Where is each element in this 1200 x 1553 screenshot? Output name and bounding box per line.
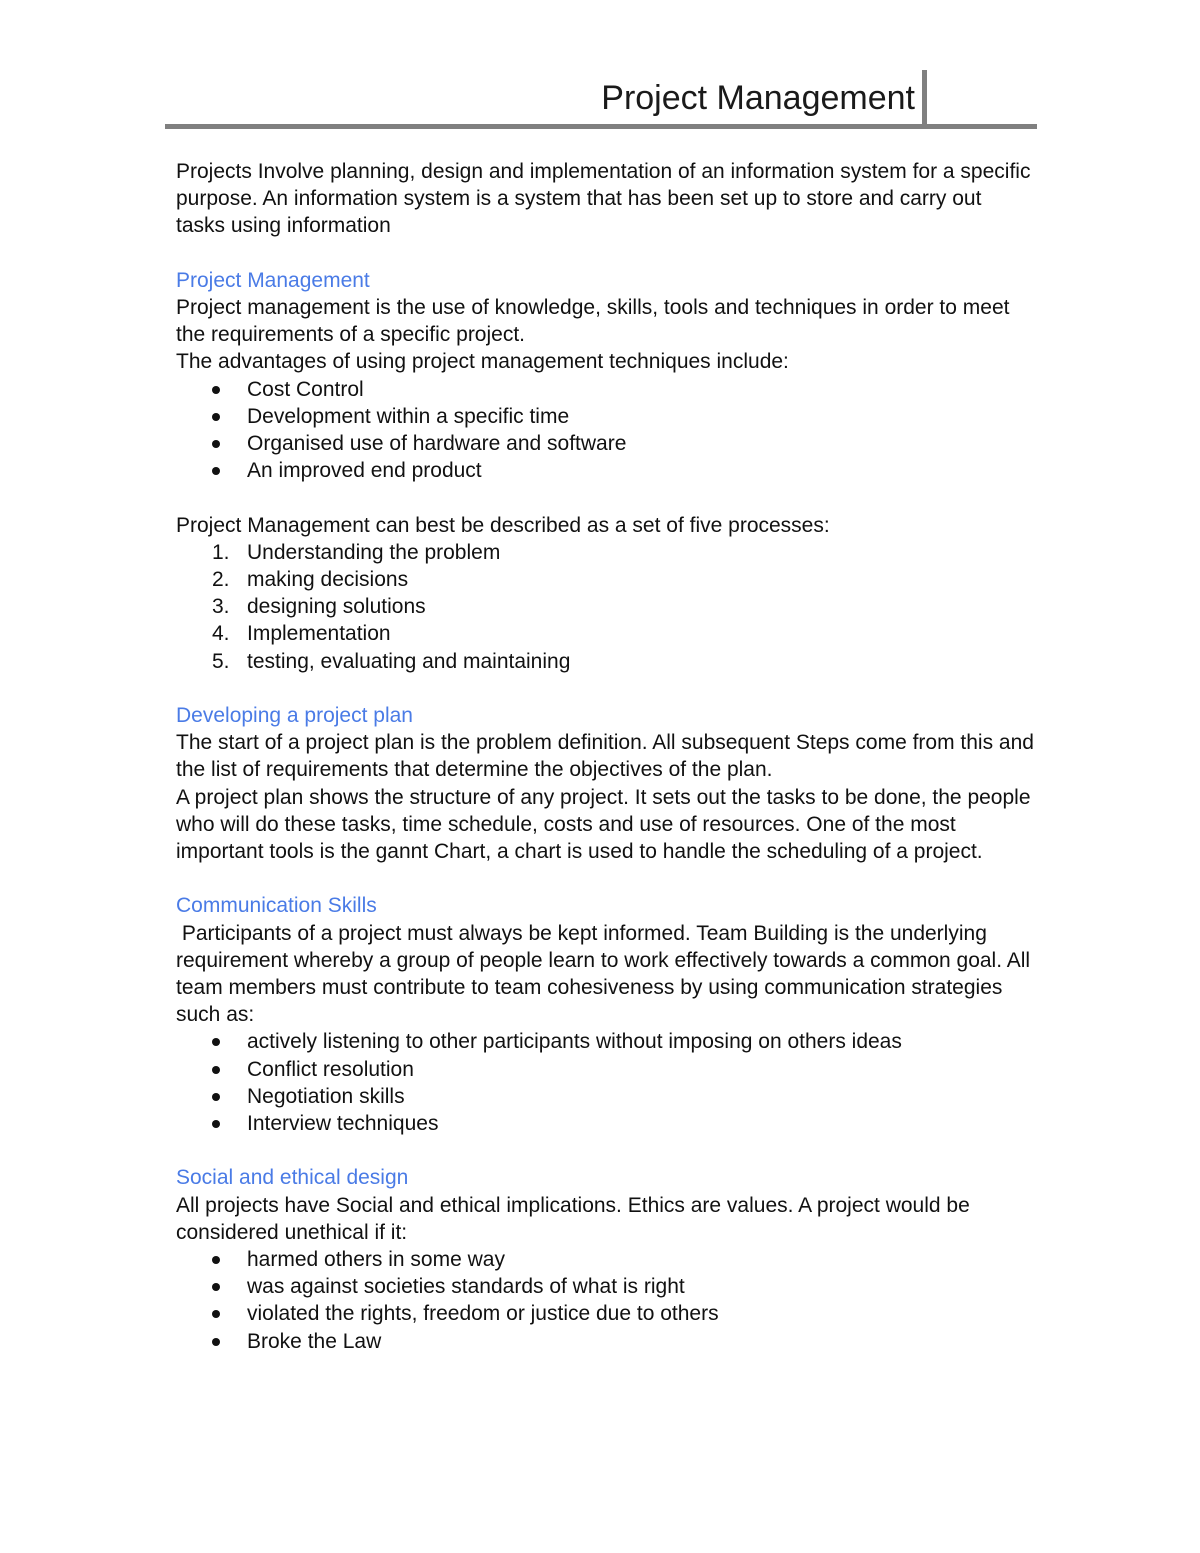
bullet-icon	[212, 413, 220, 421]
bullet-icon	[212, 1120, 220, 1128]
bullet-icon	[212, 1256, 220, 1264]
bullet-icon	[212, 1038, 220, 1046]
intro-paragraph: Projects Involve planning, design and implementation of an information system for a specific purpose. An information system is a system that has been set up to store and carry out tasks using information	[176, 160, 1031, 238]
list-item: Interview techniques	[176, 1110, 1036, 1137]
header-rule	[165, 124, 1037, 129]
list-item: 2. making decisions	[212, 568, 409, 592]
bullet-icon	[212, 467, 220, 475]
list-item: Development within a specific time	[176, 403, 1036, 430]
communication-list	[176, 1028, 1036, 1137]
project-management-definition: Project management is the use of knowledge, skills, tools and techniques in order to meet the requirements of a specific project.	[176, 296, 1010, 347]
advantages-list	[176, 376, 1036, 485]
list-item: harmed others in some way	[176, 1246, 1036, 1273]
advantages-intro: The advantages of using project management techniques include:	[176, 350, 789, 374]
section-heading-project-management: Project Management	[176, 268, 370, 292]
communication-paragraph: Participants of a project must always be kept informed. Team Building is the underlying requirement whereby a group of people learn to work effectively towards a common goal. All team members must contribute to team cohesiveness by using communication strategies such as:	[176, 921, 1036, 1027]
list-item: Broke the Law	[176, 1328, 1036, 1355]
list-item: actively listening to other participants without imposing on others ideas	[176, 1028, 1036, 1055]
section-heading-communication: Communication Skills	[176, 894, 377, 918]
bullet-icon	[212, 1310, 220, 1318]
project-plan-paragraph-2: A project plan shows the structure of any project. It sets out the tasks to be done, the people who will do these tasks, time schedule, costs and use of resources. One of the most important tools is the gannt Chart, a chart is used to handle the scheduling of a project.	[176, 785, 1031, 864]
social-ethical-list	[176, 1246, 1036, 1355]
processes-intro: Project Management can best be described as a set of five processes:	[176, 513, 830, 537]
bullet-icon	[212, 1338, 220, 1346]
bullet-icon	[212, 440, 220, 448]
bullet-icon	[212, 386, 220, 394]
list-item: was against societies standards of what is right	[176, 1273, 1036, 1300]
list-item: 5. testing, evaluating and maintaining	[212, 649, 571, 673]
document-title: Project Management	[601, 79, 915, 117]
header-vertical-bar	[922, 70, 927, 126]
page-header	[165, 68, 1037, 130]
bullet-icon	[212, 1093, 220, 1101]
list-item: Negotiation skills	[176, 1083, 1036, 1110]
section-heading-project-plan: Developing a project plan	[176, 704, 413, 728]
section-heading-social-ethical: Social and ethical design	[176, 1166, 409, 1190]
bullet-icon	[212, 1066, 220, 1074]
list-item: An improved end product	[176, 457, 1036, 484]
document-body	[176, 158, 1036, 1355]
list-item: Organised use of hardware and software	[176, 430, 1036, 457]
project-plan-paragraph-1: The start of a project plan is the problem definition. All subsequent Steps come from this and the list of requirements that determine the objectives of the plan.	[176, 731, 1034, 782]
list-item: 4. Implementation	[212, 622, 391, 646]
list-item: 1. Understanding the problem	[212, 540, 501, 564]
social-ethical-paragraph: All projects have Social and ethical implications. Ethics are values. A project would be considered unethical if it:	[176, 1193, 970, 1244]
list-item: violated the rights, freedom or justice due to others	[176, 1300, 1036, 1327]
bullet-icon	[212, 1283, 220, 1291]
list-item: Cost Control	[176, 376, 1036, 403]
processes-list	[176, 539, 1036, 675]
list-item: 3. designing solutions	[212, 595, 426, 619]
list-item: Conflict resolution	[176, 1056, 1036, 1083]
